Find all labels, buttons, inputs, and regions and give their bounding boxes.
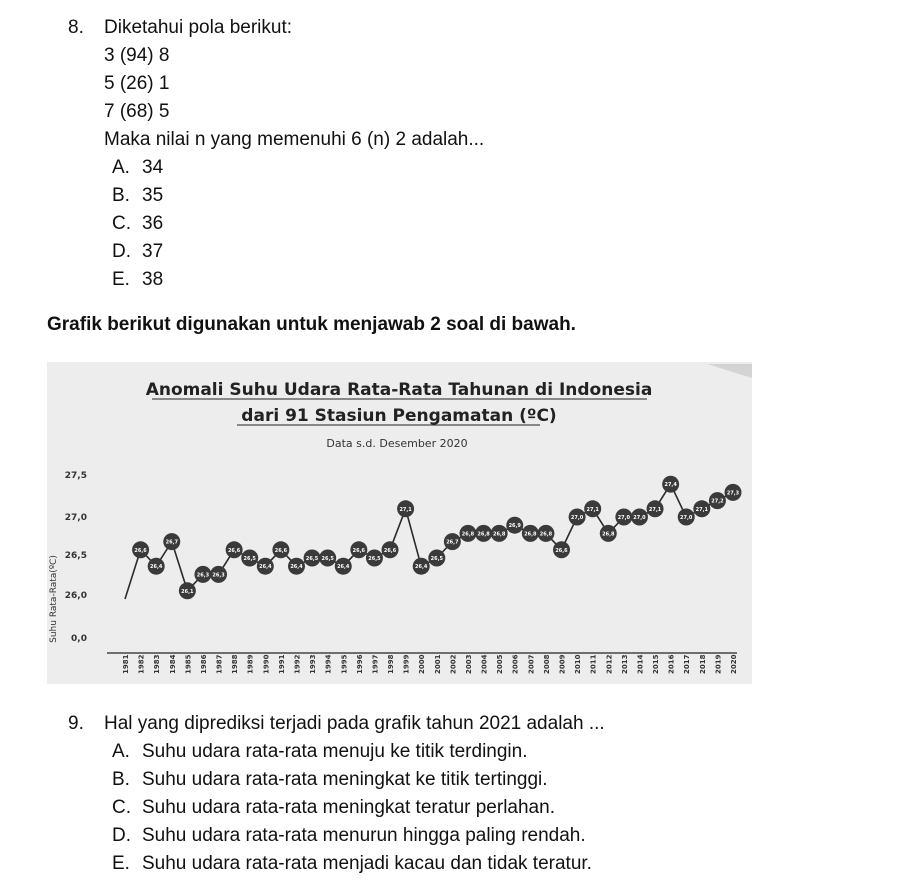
x-tick-label: 2004: [480, 654, 489, 674]
chart-canvas: [47, 362, 752, 684]
x-tick-label: 1985: [184, 654, 193, 674]
q9-option-b-letter: B.: [112, 769, 130, 790]
data-label: 26,8: [539, 531, 553, 538]
q8-option-c-text: 36: [142, 213, 164, 234]
data-label: 26,8: [492, 531, 506, 538]
x-tick-label: 1992: [293, 654, 302, 674]
x-tick-label: 1989: [246, 654, 255, 674]
x-tick-label: 2005: [496, 654, 505, 674]
x-tick-label: 1982: [137, 654, 146, 674]
y-axis-label: Suhu Rata-Rata(ºC): [49, 555, 59, 643]
x-tick-label: 2007: [527, 654, 536, 674]
q8-option-b-letter: B.: [112, 185, 130, 206]
data-label: 27,3: [726, 490, 740, 497]
q8-option-e[interactable]: [112, 266, 163, 294]
x-tick-label: 1990: [262, 654, 271, 674]
question-9: [68, 710, 828, 882]
q9-option-d-letter: D.: [112, 825, 131, 846]
x-tick-label: 2009: [558, 654, 567, 674]
data-label: 26,4: [150, 564, 163, 571]
data-label: 26,5: [305, 556, 319, 562]
data-label: 26,5: [430, 556, 443, 562]
data-label: 26,4: [259, 564, 272, 571]
data-label: 26,6: [383, 547, 397, 554]
q8-option-b-text: 35: [142, 185, 164, 206]
question-8-prompt: Diketahui pola berikut:: [104, 17, 292, 38]
data-label: 26,9: [508, 523, 521, 530]
x-tick-label: 2014: [636, 654, 645, 674]
q9-option-e-text: Suhu udara rata-rata menjadi kacau dan tidak teratur.: [142, 853, 592, 874]
x-tick-layer: [122, 654, 738, 674]
data-label: 26,6: [555, 547, 568, 554]
q9-option-b-text: Suhu udara rata-rata meningkat ke titik tertinggi.: [142, 769, 548, 790]
data-label: 26,3: [196, 572, 210, 579]
x-tick-label: 2002: [449, 654, 458, 674]
q8-option-d[interactable]: [112, 238, 163, 266]
data-label: 26,3: [212, 572, 225, 579]
pattern-3: 7 (68) 5: [104, 101, 170, 122]
q9-option-d[interactable]: [112, 822, 586, 850]
x-tick-label: 1991: [277, 654, 286, 674]
temperature-chart: [47, 362, 752, 684]
question-8-text: Maka nilai n yang memenuhi 6 (n) 2 adalah...: [104, 129, 485, 150]
q9-option-e[interactable]: [112, 850, 592, 878]
x-tick-label: 2019: [714, 654, 723, 674]
y-tick-label: 27,5: [64, 471, 87, 481]
x-tick-label: 2013: [620, 654, 629, 674]
data-label: 26,1: [181, 588, 194, 595]
q8-option-b[interactable]: [112, 182, 163, 210]
q8-option-d-text: 37: [142, 241, 164, 262]
data-label: 26,6: [352, 547, 366, 554]
x-tick-label: 1981: [122, 654, 130, 674]
x-tick-label: 1997: [371, 654, 380, 674]
y-tick-label: 0,0: [71, 634, 87, 644]
q9-option-b[interactable]: [112, 766, 548, 794]
y-tick-label: 26,0: [64, 591, 87, 601]
corner-fold-decoration: [707, 364, 752, 378]
data-label: 26,7: [446, 539, 459, 546]
q8-option-c-letter: C.: [112, 213, 131, 234]
data-label: 26,4: [337, 564, 350, 571]
data-label: 26,8: [477, 531, 490, 538]
y-tick-label: 27,0: [64, 513, 87, 523]
q9-option-d-text: Suhu udara rata-rata menurun hingga paling rendah.: [142, 825, 586, 846]
data-label: 27,0: [633, 515, 646, 521]
x-tick-label: 2001: [433, 654, 442, 674]
x-tick-label: 2012: [605, 654, 614, 674]
data-label: 26,5: [368, 556, 381, 562]
q8-option-e-letter: E.: [112, 269, 130, 290]
data-label: 27,0: [617, 515, 631, 521]
data-label: 26,8: [602, 531, 615, 538]
chart-title-line2: dari 91 Stasiun Pengamatan (ºC): [241, 406, 557, 426]
q9-option-a-letter: A.: [112, 741, 130, 762]
q9-option-c-letter: C.: [112, 797, 131, 818]
x-tick-label: 1988: [231, 654, 240, 674]
data-label: 26,8: [524, 531, 537, 538]
data-label: 27,1: [399, 506, 412, 513]
x-tick-label: 2015: [652, 654, 661, 674]
chart-title: Anomali Suhu Udara Rata-Rata Tahunan di Indonesia: [145, 380, 653, 400]
data-label: 26,6: [274, 547, 288, 554]
x-tick-label: 1999: [402, 654, 411, 674]
question-8: [68, 14, 768, 294]
x-tick-label: 1996: [355, 654, 364, 674]
x-tick-label: 2008: [542, 654, 551, 674]
data-label: 27,0: [680, 515, 693, 521]
data-label: 27,4: [664, 482, 677, 489]
question-8-number: 8.: [68, 17, 84, 38]
x-tick-label: 1984: [168, 654, 177, 674]
q8-option-a-letter: A.: [112, 157, 130, 178]
data-label: 26,8: [461, 531, 475, 538]
pattern-2: 5 (26) 1: [104, 73, 170, 94]
data-label: 27,2: [711, 498, 724, 505]
q8-option-d-letter: D.: [112, 241, 131, 262]
q8-option-e-text: 38: [142, 269, 164, 290]
x-tick-label: 1994: [324, 654, 333, 674]
q8-option-c[interactable]: [112, 210, 163, 238]
data-label: 27,1: [648, 506, 662, 513]
x-tick-label: 1995: [340, 654, 349, 674]
x-tick-label: 2010: [574, 654, 583, 674]
x-tick-label: 2017: [683, 654, 692, 674]
x-tick-label: 1987: [215, 654, 224, 674]
data-label: 26,7: [165, 539, 178, 546]
x-tick-label: 1998: [387, 654, 395, 674]
pattern-1: 3 (94) 8: [104, 45, 170, 66]
x-tick-label: 1993: [309, 654, 318, 674]
x-tick-label: 2000: [418, 654, 427, 674]
data-label: 27,0: [570, 515, 584, 521]
q9-option-c[interactable]: [112, 794, 555, 822]
section-heading: Grafik berikut digunakan untuk menjawab 2 soal di bawah.: [47, 314, 576, 335]
data-label: 26,4: [290, 564, 303, 571]
series-layer: [125, 476, 742, 600]
x-tick-label: 2018: [698, 654, 707, 674]
x-tick-label: 2020: [730, 654, 738, 674]
data-label: 26,6: [134, 547, 147, 554]
question-9-text: Hal yang diprediksi terjadi pada grafik tahun 2021 adalah ...: [104, 713, 605, 734]
data-label: 26,4: [415, 564, 428, 571]
data-label: 26,5: [321, 556, 334, 562]
q9-option-c-text: Suhu udara rata-rata meningkat teratur perlahan.: [142, 797, 555, 818]
data-label: 26,6: [227, 547, 241, 554]
y-tick-label: 26,5: [64, 551, 87, 561]
data-label: 26,5: [243, 556, 256, 562]
x-tick-label: 2011: [589, 654, 598, 674]
chart-subtitle: Data s.d. Desember 2020: [326, 437, 468, 450]
x-tick-label: 2003: [465, 654, 473, 674]
x-tick-label: 2016: [667, 654, 676, 674]
data-label: 27,1: [695, 506, 708, 513]
x-tick-label: 1983: [153, 654, 162, 674]
q9-option-e-letter: E.: [112, 853, 130, 874]
q8-option-a-text: 34: [142, 157, 164, 178]
q9-option-a[interactable]: [112, 738, 528, 766]
q8-option-a[interactable]: [112, 154, 163, 182]
data-label: 27,1: [586, 506, 599, 513]
q9-option-a-text: Suhu udara rata-rata menuju ke titik terdingin.: [142, 741, 528, 762]
question-9-number: 9.: [68, 713, 84, 734]
x-tick-label: 2006: [511, 654, 520, 674]
x-tick-label: 1986: [199, 654, 208, 674]
